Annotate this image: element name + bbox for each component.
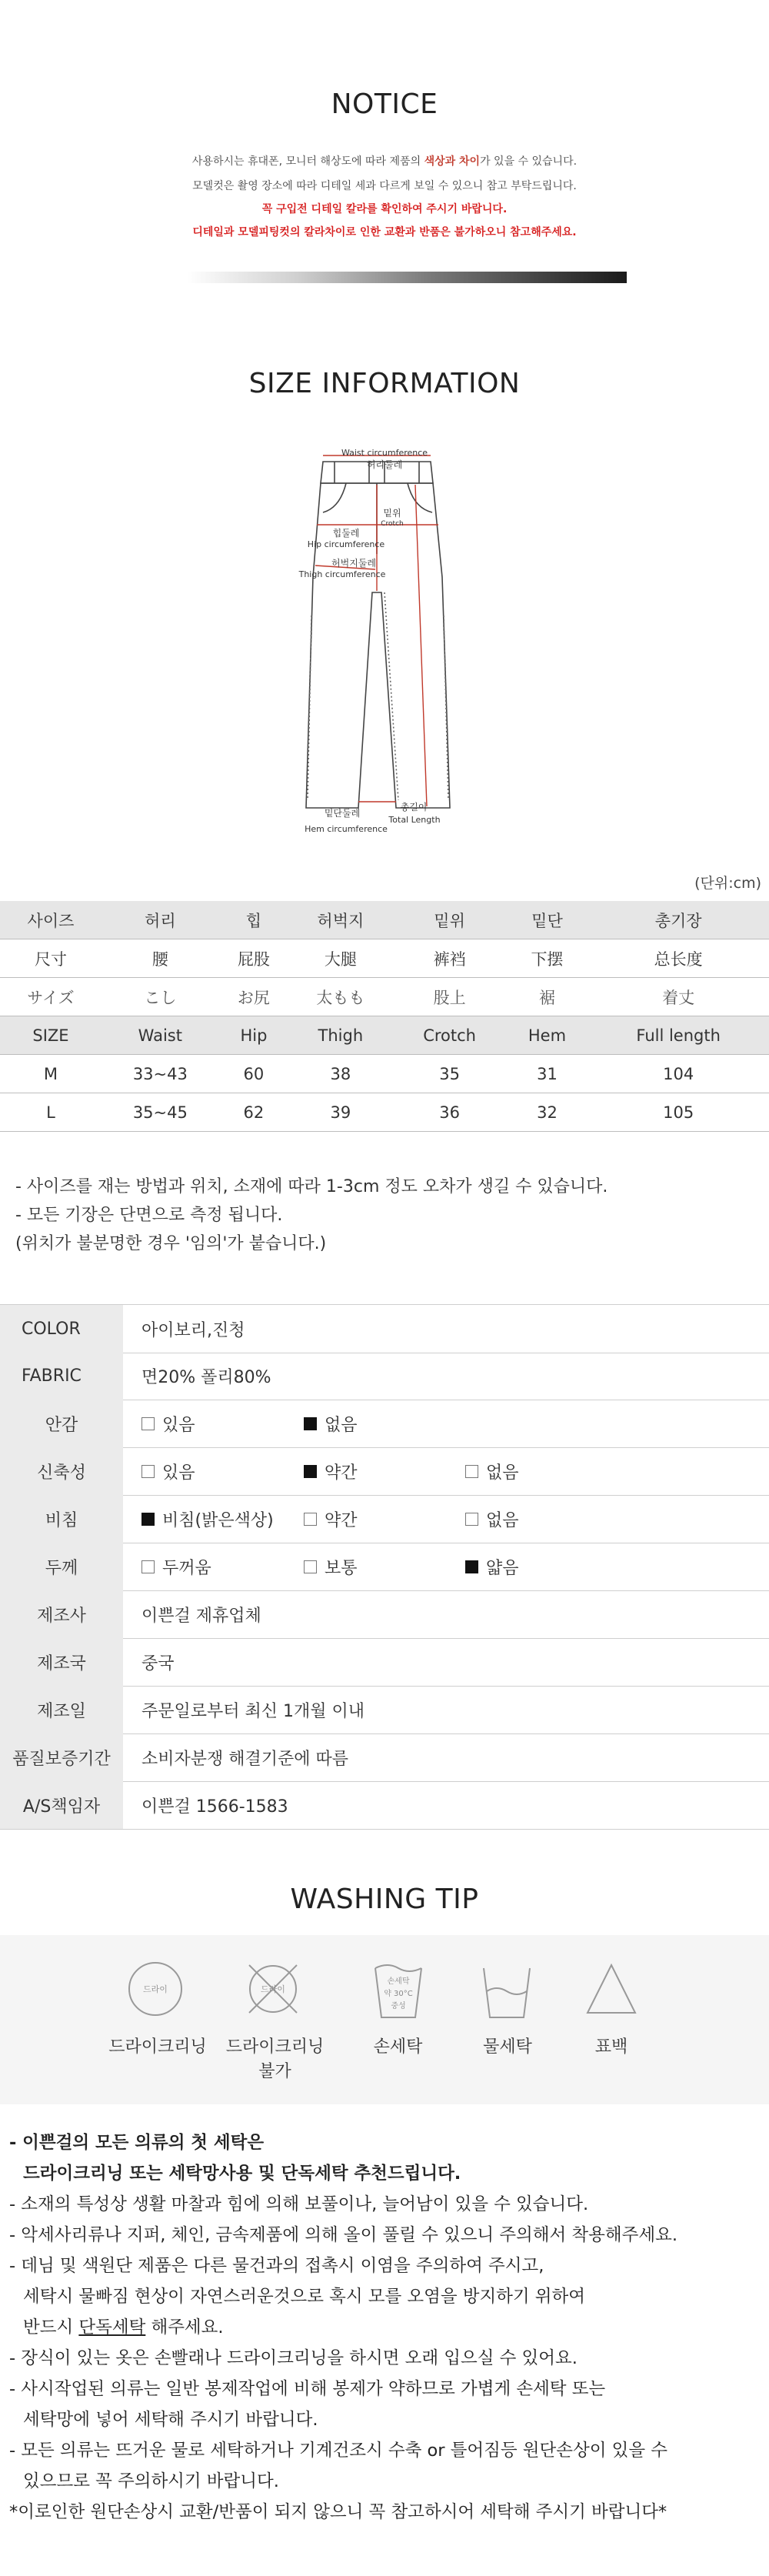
size-en-cell: Hem [507,1016,588,1055]
spec-value: 아이보리,진청 [141,1320,245,1340]
spec-value: 면20% 폴리80% [141,1367,271,1387]
option-label: 두꺼움 [162,1558,211,1578]
tip-line: - 모든 의류는 뜨거운 물로 세탁하거나 기계건조시 수축 or 틀어짐등 원단손상이 있을 수 [9,2441,667,2461]
spec-label: COLOR [0,1305,123,1353]
stretch-option-slight [304,1447,358,1495]
size-note: (위치가 불분명한 경우 '임의'가 붙습니다.) [15,1234,327,1253]
size-note: - 사이즈를 재는 방법과 위치, 소재에 따라 1-3cm 정도 오차가 생길 수 있습니다. [15,1177,608,1196]
pants-diagram [292,439,477,831]
machine-wash-icon [481,1960,533,2020]
tip-line: 세탁시 물빠짐 현상이 자연스러운것으로 혹시 모를 오염을 방지하기 위하여 [23,2287,586,2307]
size-zh-cell: 裤裆 [393,939,507,978]
diagram-waist-en: Waist circumference [341,448,428,458]
checkbox-empty-icon [465,1513,478,1526]
diagram-length-en: Total Length [388,815,441,825]
washing-label-no-dry-clean-2: 불가 [258,2062,291,2081]
size-zh-cell: 屁股 [219,939,288,978]
size-en-cell: Hip [219,1016,288,1055]
size-ja-cell: こし [102,978,219,1016]
size-zh-cell: 大腿 [288,939,393,978]
diagram-thigh-en: Thigh circumference [298,569,386,579]
checkbox-checked-icon [304,1417,317,1430]
notice-title: NOTICE [331,88,438,120]
size-header-cell: 사이즈 [0,901,102,939]
spec-value: 이쁜걸 제휴업체 [141,1606,261,1626]
color-gradient-bar [187,272,627,283]
washing-label-bleach: 표백 [594,2037,628,2057]
diagram-crotch-en: Crotch [381,520,404,528]
washing-label-no-dry-clean: 드라이크리닝 [225,2037,325,2057]
size-ja-cell: 股上 [393,978,507,1016]
spec-row-stretch [0,1447,769,1496]
checkbox-checked-icon [304,1465,317,1478]
size-ja-cell: お尻 [219,978,288,1016]
option-label: 얇음 [486,1558,519,1578]
size-en-cell: SIZE [0,1016,102,1055]
size-table [0,901,769,1132]
size-l-cell: 39 [288,1093,393,1132]
size-header-cell: 총기장 [588,901,769,939]
washing-title: WASHING TIP [290,1884,479,1915]
checkbox-empty-icon [465,1465,478,1478]
size-l-cell: 62 [219,1093,288,1132]
washing-tips [9,2127,763,2528]
option-label: 있음 [162,1415,195,1435]
size-m-cell: 104 [588,1055,769,1093]
spec-label: 비침 [0,1495,123,1543]
hand-wash-icon [372,1960,424,2020]
size-en-cell: Thigh [288,1016,393,1055]
option-label: 약간 [325,1463,358,1483]
size-en-cell: Crotch [393,1016,507,1055]
sheer-option-no [465,1495,519,1543]
tip-line: - 악세사리류나 지퍼, 체인, 금속제품에 의해 올이 풀릴 수 있으니 주의해서 착용해주세요. [9,2225,677,2245]
spec-label: 제조일 [0,1686,123,1733]
notice-line-1-pre: 사용하시는 휴대폰, 모니터 해상도에 따라 제품의 [191,155,424,168]
washing-label-hand-wash: 손세탁 [373,2037,423,2057]
notice-line-1-em: 색상과 차이 [424,155,481,168]
spec-row-as [0,1781,769,1830]
hand-wash-icon-text: 손세탁 [387,1977,410,1986]
bleach-icon [584,1960,638,2017]
tip-line: 있으므로 꼭 주의하시기 바랍니다. [23,2471,279,2491]
spec-label: 안감 [0,1400,123,1447]
option-label: 있음 [162,1463,195,1483]
notice-line-1-post: 가 있을 수 있습니다. [480,155,578,168]
checkbox-empty-icon [141,1417,155,1430]
diagram-waist-ko: 허리둘레 [366,459,403,470]
size-m-cell: 35 [393,1055,507,1093]
size-header-cell: 힙 [219,901,288,939]
spec-row-maker [0,1590,769,1639]
size-m-cell: 60 [219,1055,288,1093]
size-header-cell: 밑단 [507,901,588,939]
lining-option-yes [141,1400,195,1447]
size-zh-cell: 尺寸 [0,939,102,978]
size-m-cell: 38 [288,1055,393,1093]
spec-value: 소비자분쟁 해결기준에 따름 [141,1749,349,1769]
spec-row-date [0,1686,769,1734]
spec-row-lining [0,1400,769,1448]
thickness-option-thick [141,1543,211,1590]
checkbox-checked-icon [141,1513,155,1526]
size-ja-cell: 着丈 [588,978,769,1016]
diagram-crotch-ko: 밑위 [383,508,401,519]
spec-row-fabric [0,1352,769,1400]
size-ja-cell: 太もも [288,978,393,1016]
spec-label: FABRIC [0,1352,123,1400]
spec-row-thickness [0,1543,769,1591]
size-zh-cell: 总长度 [588,939,769,978]
tip-line: - 장식이 있는 옷은 손빨래나 드라이크리닝을 하시면 오래 입으실 수 있어요. [9,2348,578,2368]
spec-value: 주문일로부터 최신 1개월 이내 [141,1701,365,1721]
dry-clean-icon [127,1960,184,2017]
size-note: - 모든 기장은 단면으로 측정 됩니다. [15,1206,283,1225]
spec-label: 제조국 [0,1638,123,1686]
size-l-cell: 105 [588,1093,769,1132]
sheer-option-slight [304,1495,358,1543]
size-en-cell: Waist [102,1016,219,1055]
diagram-hem-ko: 밑단둘레 [324,808,361,819]
tip-line: 드라이크리닝 또는 세탁망사용 및 단독세탁 추천드립니다. [23,2164,461,2184]
tip-line: - 소재의 특성상 생활 마찰과 힘에 의해 보풀이나, 늘어남이 있을 수 있습니다. [9,2194,589,2214]
size-en-cell: Full length [588,1016,769,1055]
tip-text: 해주세요. [145,2317,224,2337]
spec-label: 신축성 [0,1447,123,1495]
sheer-option-yes [141,1495,274,1543]
tip-underlined: 단독세탁 [78,2317,146,2337]
stretch-option-no [465,1447,519,1495]
size-zh-cell: 腰 [102,939,219,978]
option-label: 없음 [325,1415,358,1435]
lining-option-no [304,1400,358,1447]
thickness-option-thin [465,1543,519,1590]
option-label: 보통 [325,1558,358,1578]
notice-line-1 [0,151,769,172]
checkbox-empty-icon [304,1560,317,1573]
checkbox-empty-icon [141,1560,155,1573]
no-dry-clean-icon [245,1960,301,2017]
hand-wash-temp-text: 약 30°C [384,1990,413,1998]
option-label: 없음 [486,1463,519,1483]
size-header-cell: 허리 [102,901,219,939]
tip-line: 세탁망에 넣어 세탁해 주시기 바랍니다. [23,2410,318,2430]
diagram-hip-en: Hip circumference [307,539,385,549]
unit-label: (단위:cm) [694,875,761,892]
diagram-thigh-ko: 허벅지둘레 [331,558,376,569]
size-header-cell: 밑위 [393,901,507,939]
size-ja-cell: 裾 [507,978,588,1016]
spec-label: 품질보증기간 [0,1733,123,1781]
size-header-cell: 허벅지 [288,901,393,939]
size-m-cell: M [0,1055,102,1093]
notice-line-4: 디테일과 모델피팅컷의 칼라차이로 인한 교환과 반품은 불가하오니 참고해주세요. [192,226,577,239]
size-m-cell: 33~43 [102,1055,219,1093]
spec-row-country [0,1638,769,1687]
option-label: 약간 [325,1510,358,1530]
spec-row-sheer [0,1495,769,1543]
tip-line: - 이쁜걸의 모든 의류의 첫 세탁은 [9,2133,265,2153]
option-label: 없음 [486,1510,519,1530]
notice-line-2: 모델컷은 촬영 장소에 따라 디테일 세과 다르게 보일 수 있으니 참고 부탁드립니다. [192,180,577,192]
thickness-option-normal [304,1543,358,1590]
tip-line: *이로인한 원단손상시 교환/반품이 되지 않으니 꼭 참고하시어 세탁해 주시기 바랍니다* [9,2502,667,2522]
tip-line: - 사시작업된 의류는 일반 봉제작업에 비해 봉제가 약하므로 가볍게 손세탁 또는 [9,2379,606,2399]
spec-label: A/S책임자 [0,1781,123,1829]
checkbox-empty-icon [304,1513,317,1526]
tip-line [9,2312,763,2343]
spec-label: 두께 [0,1543,123,1590]
hand-wash-neutral-text: 중성 [391,2002,406,2010]
size-m-cell: 31 [507,1055,588,1093]
diagram-length-ko: 총길이 [400,802,428,813]
size-l-cell: L [0,1093,102,1132]
washing-label-machine-wash: 물세탁 [483,2037,532,2057]
no-dry-clean-icon-text: 드라이 [261,1984,285,1994]
size-l-cell: 32 [507,1093,588,1132]
diagram-hem-en: Hem circumference [305,824,388,834]
spec-value: 중국 [141,1653,175,1673]
spec-label: 제조사 [0,1590,123,1638]
spec-row-color [0,1304,769,1353]
checkbox-checked-icon [465,1560,478,1573]
diagram-hip-ko: 힙둘레 [332,528,360,539]
option-label: 비침(밝은색상) [162,1510,274,1530]
size-zh-cell: 下摆 [507,939,588,978]
size-l-cell: 36 [393,1093,507,1132]
checkbox-empty-icon [141,1465,155,1478]
tip-text: 반드시 [23,2317,79,2337]
tip-line: - 데님 및 색원단 제품은 다른 물건과의 접촉시 이염을 주의하여 주시고, [9,2256,544,2276]
dry-clean-icon-text: 드라이 [143,1984,168,1994]
spec-row-warranty [0,1733,769,1782]
stretch-option-yes [141,1447,195,1495]
notice-line-3: 꼭 구입전 디테일 칼라를 확인하여 주시기 바랍니다. [261,203,508,215]
spec-value: 이쁜걸 1566-1583 [141,1797,288,1817]
size-info-title: SIZE INFORMATION [248,368,521,399]
size-ja-cell: サイズ [0,978,102,1016]
washing-label-dry-clean: 드라이크리닝 [108,2037,207,2057]
size-l-cell: 35~45 [102,1093,219,1132]
